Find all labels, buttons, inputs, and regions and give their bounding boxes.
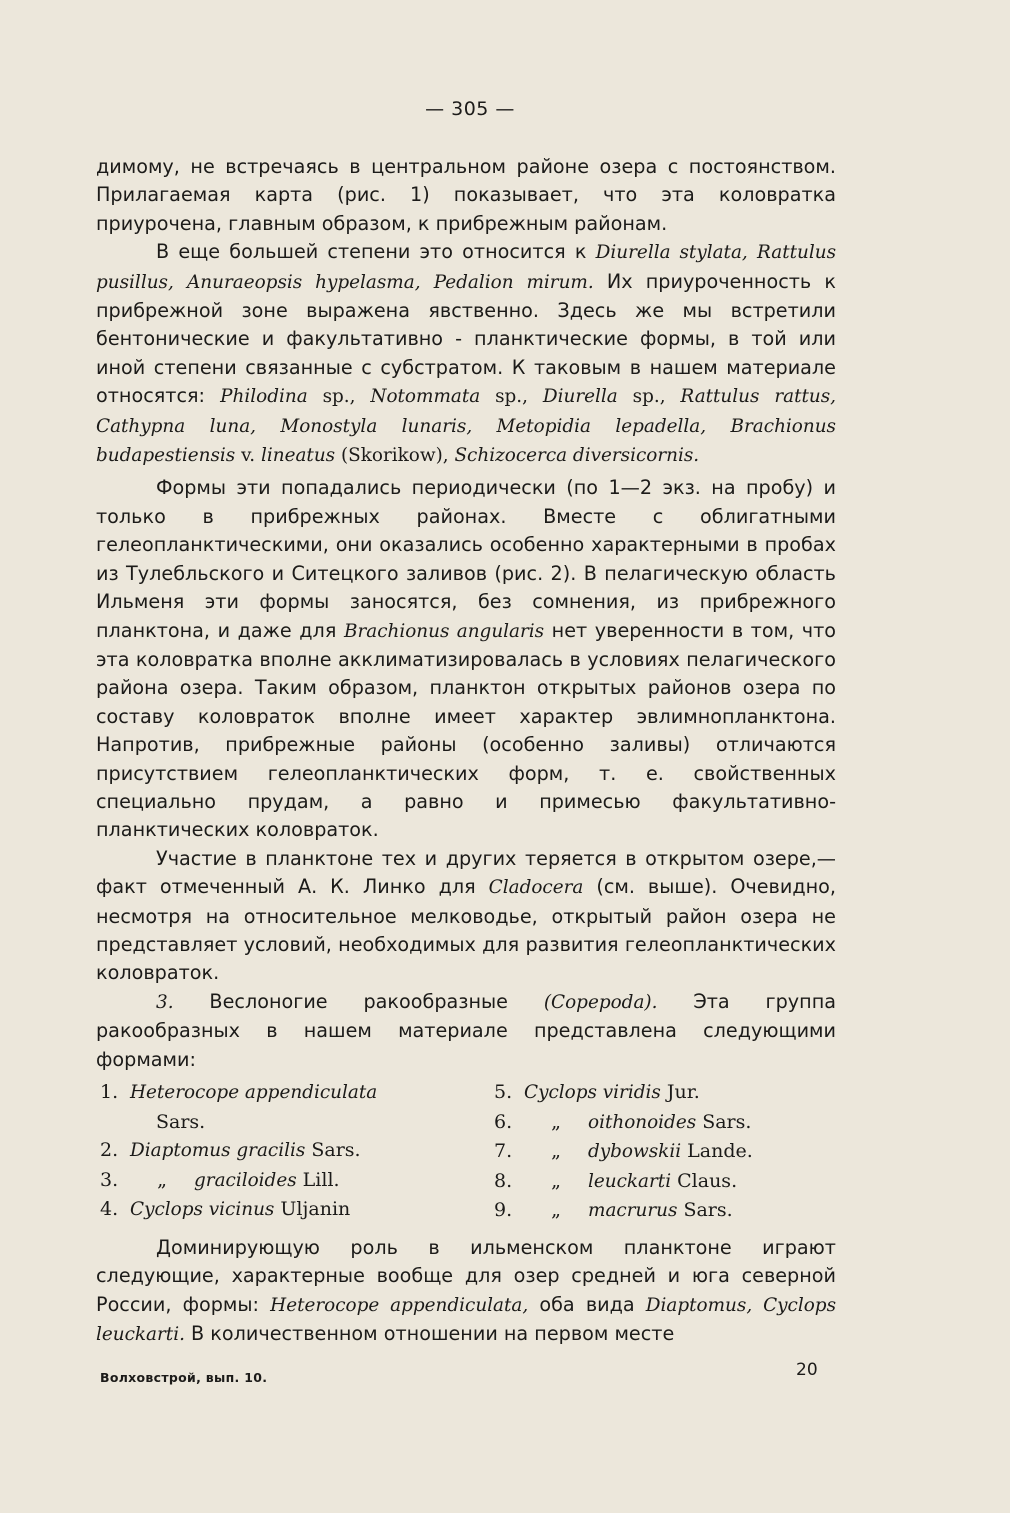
latin-name: Rattulus rattus, Cathypna luna, Monostyla lunaris, Metopidia lepadella, Brachionus budapestiensis [96,386,836,467]
list-item [100,1078,470,1108]
species-author: Sars. [696,1110,752,1133]
text-run: В количественном отношении на первом месте [184,1322,675,1346]
section-number: 3. [156,991,174,1013]
species-author: Lill. [296,1168,340,1191]
item-number: 7. [494,1140,513,1163]
ditto-mark: „ [551,1140,561,1163]
footer-signature: Волховстрой, вып. 10. [100,1370,268,1385]
text-run: Эта группа ракообразных в нашем материале представлена следующими формами: [96,989,837,1071]
paragraph-6 [96,1234,836,1350]
body-text-upper [96,153,836,1074]
text-run: димому, не встречаясь в центральном районе озера с постоянством. Прилагаемая карта (рис. 1) показывает, что эта коловратка приурочена, главным образом, к прибрежным районам. [96,155,836,235]
text-run: Формы эти попадались периодически (по 1—2 экз. на пробу) и только в прибрежных районах. Вместе с облигатными гелеопланктическими, они оказались особенно характерными в пробах из Тулебльского и Ситецкого заливов (рис. 2). В пелагическую область Ильменя эти формы заносятся, без сомнения, из прибрежного планктона, и даже для [96,476,836,642]
text-run: v. [235,445,261,467]
text-run: Веслоногие ракообразные [173,989,544,1013]
text-run: (Skorikow), [335,445,455,467]
latin-name: Cladocera [488,877,584,899]
latin-name: Philodina [220,386,308,408]
text-run: оба вида [528,1292,646,1316]
species-author: Uljanin [274,1198,351,1221]
species-name: Heterocope appendiculata [130,1082,378,1103]
list-item [494,1196,844,1226]
latin-name: lineatus [260,445,336,467]
list-item [494,1137,844,1167]
paragraph-4 [96,845,836,988]
text-run: sp., [617,386,681,408]
list-item [494,1167,844,1197]
text-run: Их приуроченность к прибрежной зоне выражена явственно. Здесь же мы встретили бентонические и факультативно - планктические формы, в той или иной степени связанные с субстратом. К таковым в нашем материале относятся: [96,269,836,408]
species-column-right [494,1078,844,1226]
text-run: sp., [480,386,543,408]
latin-name: Rattulus pusillus, [96,242,837,293]
species-name: Cyclops viridis [524,1082,661,1103]
paragraph-3 [96,474,836,844]
latin-name: Anuraeopsis hypelasma, [187,271,421,293]
item-number: 1. [100,1081,119,1103]
ditto-mark: „ [157,1168,167,1191]
species-author: Sars. [156,1110,206,1133]
species-author: Sars. [305,1139,361,1162]
list-item [100,1136,470,1166]
list-item [494,1078,844,1108]
species-author: Jur. [660,1081,700,1103]
species-author: Sars. [677,1199,733,1222]
list-item [100,1195,470,1225]
ditto-mark: „ [551,1110,561,1133]
text-run: sp., [307,386,371,408]
latin-name: Brachionus angularis [343,620,545,642]
signature-number: 20 [796,1360,818,1380]
ditto-mark: „ [551,1169,561,1192]
text-run: Доминирующую роль в ильменском планктоне играют следующие, характерные вообще для озер средней и юга северной России, формы: [96,1236,836,1316]
paragraph-1 [96,153,836,238]
latin-name: Notommata [370,386,481,408]
latin-name: Schizocerca diversicornis. [454,445,700,467]
species-name: dybowskii [588,1141,682,1163]
latin-name: Diurella [542,386,618,408]
latin-name: Pedalion mirum. [433,271,594,293]
species-name: leuckarti [588,1170,672,1192]
list-item-continuation [100,1108,470,1137]
species-author: Lande. [681,1140,753,1163]
species-author: Claus. [671,1169,738,1192]
latin-name: Heterocope appendiculata, [270,1294,529,1316]
item-number: 8. [494,1169,513,1192]
species-name: Cyclops vicinus [130,1199,275,1221]
page-number: — 305 — [425,98,515,120]
text-run: В еще большей степени это относится к [156,240,596,264]
text-run: Участие в планктоне тех и других теряется в открытом озере,—факт отмеченный А. К. Линко для [96,846,836,899]
species-column-left [100,1078,470,1225]
paragraph-2 [96,238,836,470]
species-name: graciloides [194,1169,297,1191]
list-item [494,1108,844,1138]
item-number: 5. [494,1081,513,1103]
item-number: 3. [100,1168,119,1191]
list-item [100,1166,470,1196]
latin-name: Diurella stylata, [595,242,748,264]
species-name: Diaptomus gracilis [130,1140,306,1162]
ditto-mark: „ [551,1199,561,1222]
text-run: нет уверенности в том, что эта коловратка вполне акклиматизировалась в условиях пелагического района озера. Таким образом, планктон открытых районов озера по составу коловраток вполне имеет характер эвлимнопланктона. Напротив, прибрежные районы (особенно заливы) отличаются присутствием гелеопланктических форм, т. е. свойственных специально прудам, а равно и примесью факультативно-планктических коловраток. [96,618,836,842]
item-number: 2. [100,1139,119,1162]
latin-name: Diaptomus, Cyclops leuckarti. [96,1294,837,1346]
item-number: 9. [494,1199,513,1222]
text-run [748,240,757,263]
paragraph-5 [96,988,836,1074]
body-text-lower [96,1234,836,1350]
species-name: oithonoides [588,1111,697,1133]
species-name: macrurus [588,1200,678,1222]
text-run [421,270,434,293]
text-run [174,270,187,293]
text-run: (см. выше). Очевидно, несмотря на относительное мелководье, открытый район озера не представляет условий, необходимых для развития гелеопланктических коловраток. [96,875,836,985]
latin-name: (Copepoda). [543,991,658,1013]
item-number: 6. [494,1110,513,1133]
item-number: 4. [100,1198,119,1221]
